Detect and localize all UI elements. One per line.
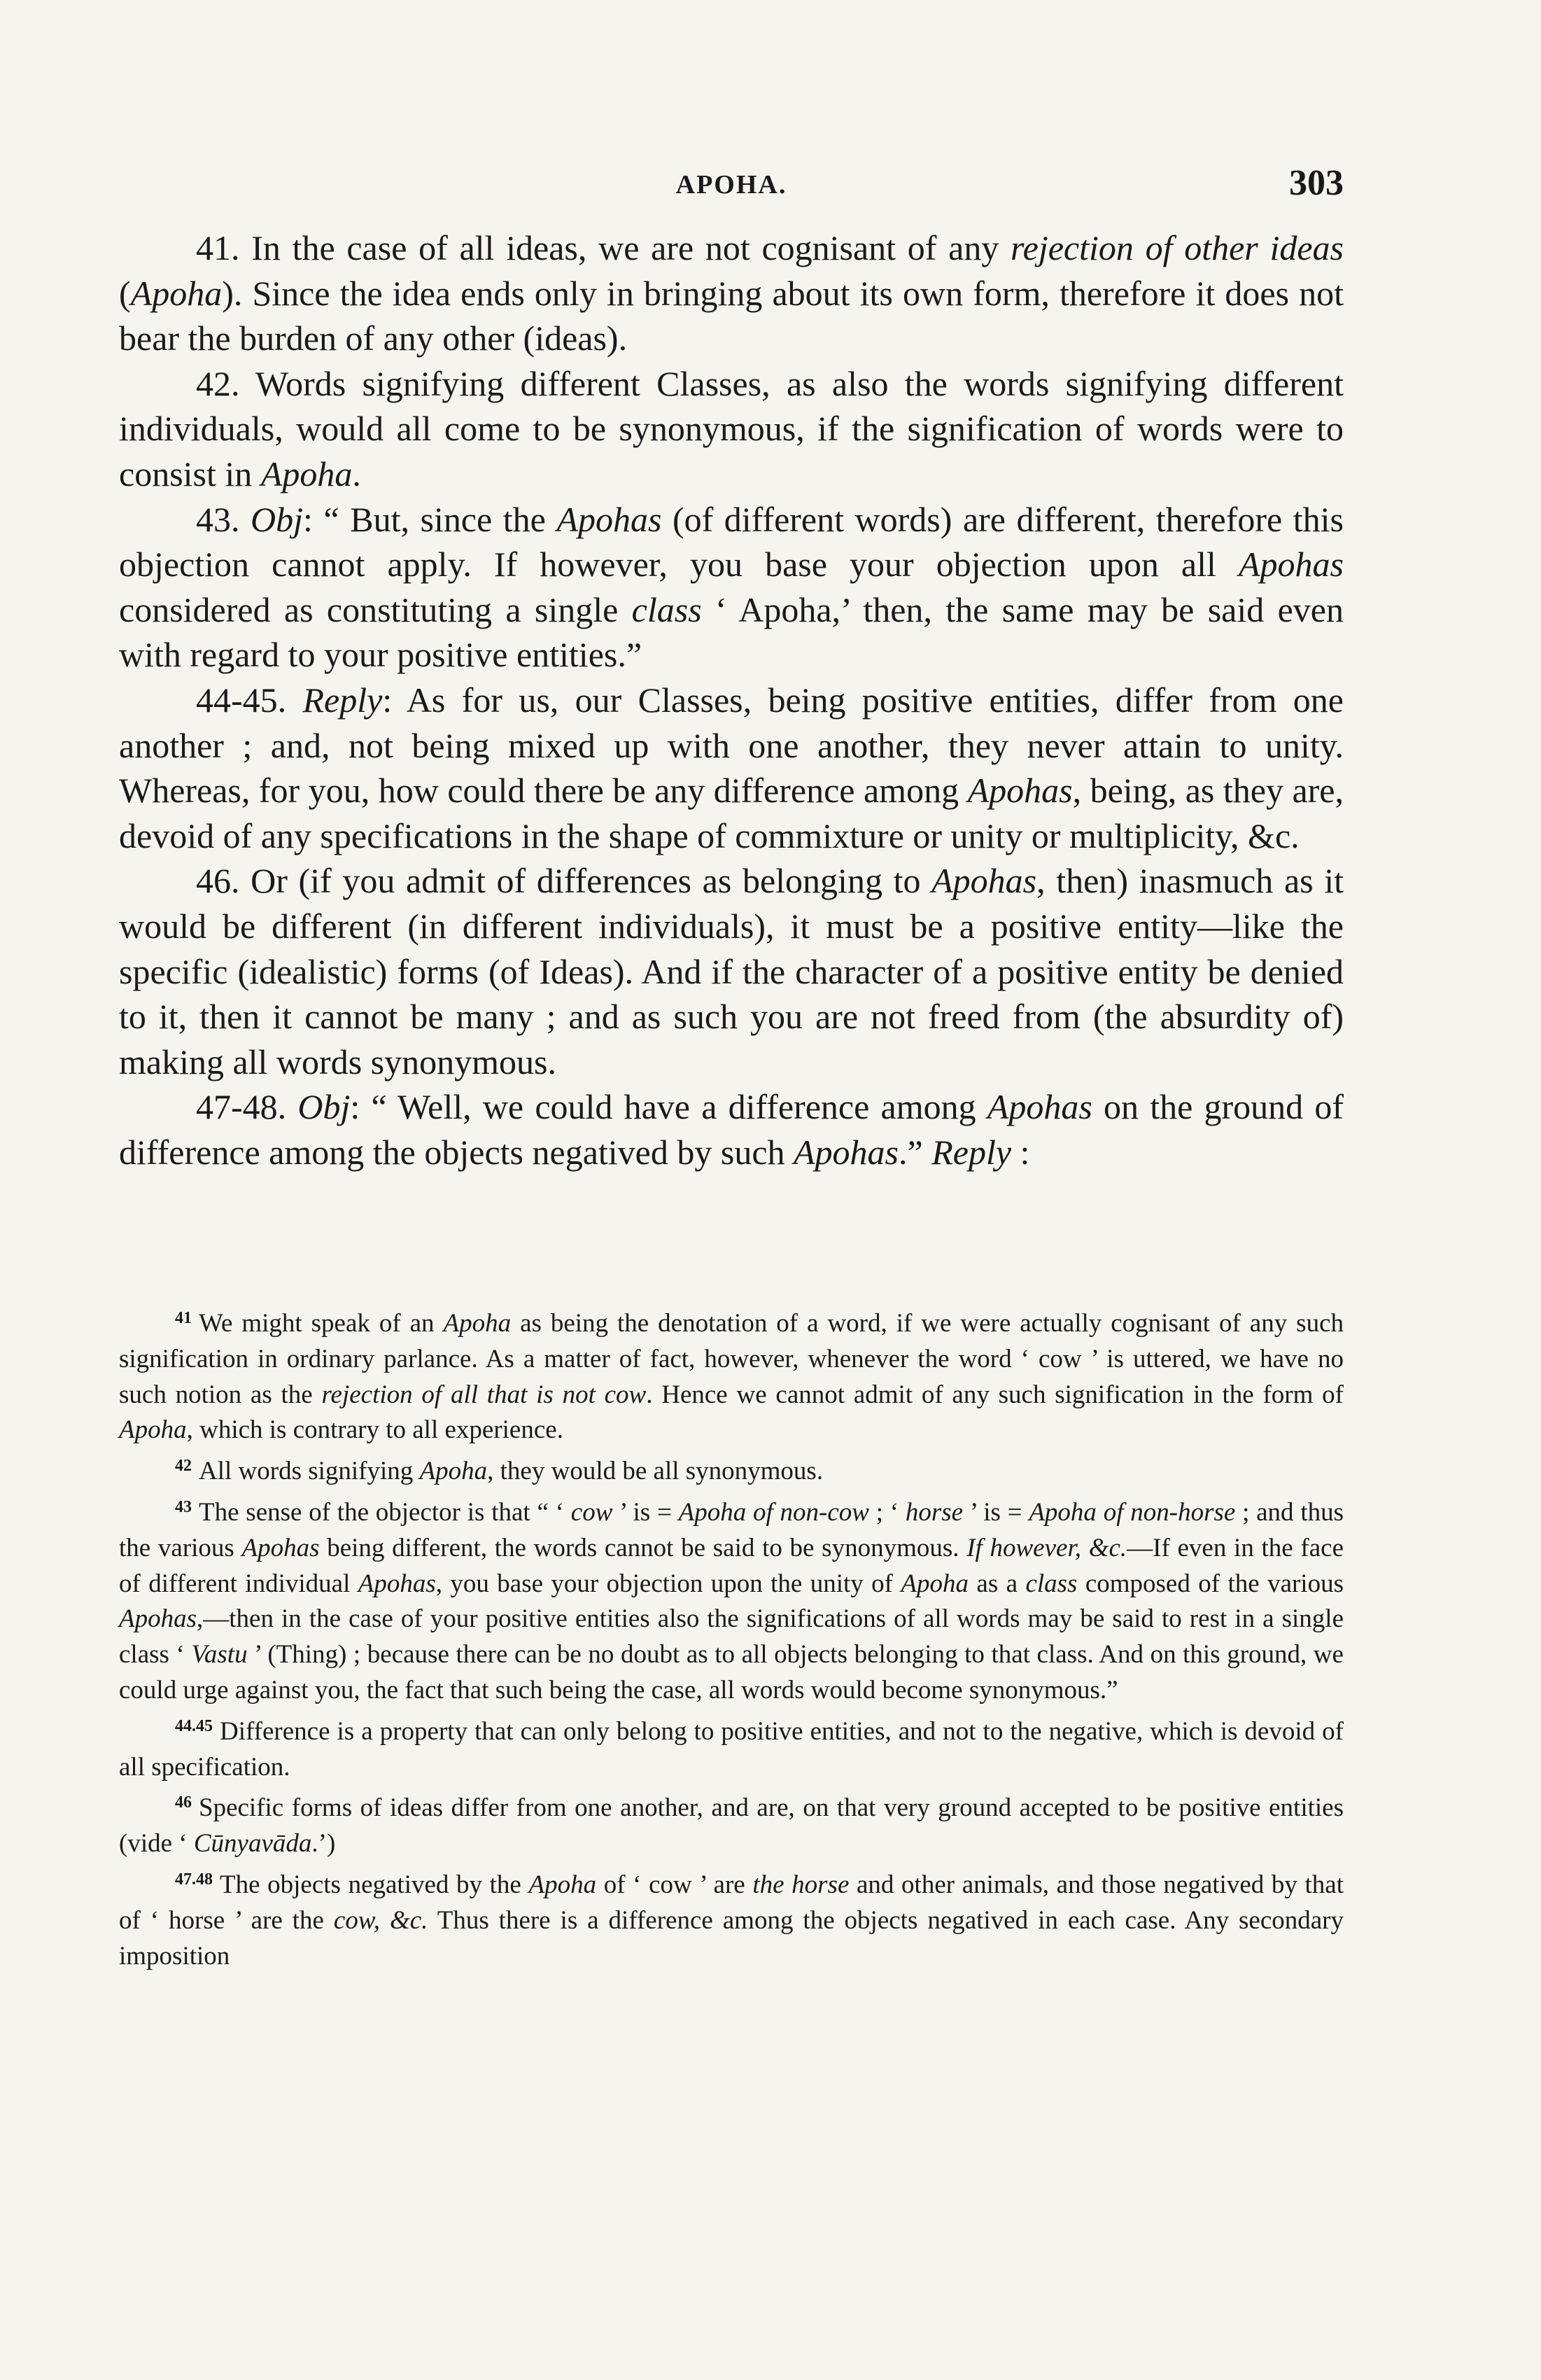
paragraph-number: 42. — [196, 363, 240, 403]
paragraph-number: 44-45. — [196, 680, 287, 720]
running-title: APOHA. — [675, 170, 787, 200]
paragraph-47-48: 47-48. Obj: “ Well, we could have a difference among Apohas on the ground of difference among the objects negatived by such Apohas.” Reply : — [119, 1087, 1344, 1172]
footnote-ref: 41 — [175, 1309, 192, 1327]
footnote-42: $^{42}$ All words signifying Apoha, they would be all synonymous. — [175, 1457, 824, 1486]
footnote-ref: 44.45 — [175, 1716, 213, 1735]
footnote-46: $^{46}$ Specific forms of ideas differ from one another, and are, on that very ground accepted to be positive entities (vide ‘ Cūnyavāda.’) — [119, 1793, 1344, 1858]
paragraph-number: 46. — [196, 861, 240, 901]
footnote-ref: 47.48 — [175, 1870, 213, 1889]
paragraph-42: 42. Words signifying different Classes, as also the words signifying different individuals, would all come to be synonymous, if the signification of words were to consist in Apoha. — [119, 363, 1344, 493]
paragraph-41: 41. In the case of all ideas, we are not cognisant of any rejection of other ideas (Apoha). Since the idea ends only in bringing about its own form, therefore it does not bear the burden of any other (ideas). — [119, 228, 1344, 358]
footnote-ref: 43 — [175, 1497, 192, 1516]
footnote-44-45: $^{44.45}$ Difference is a property that can only belong to positive entities, and not to the negative, which is devoid of all specification. — [119, 1716, 1344, 1782]
footnote-43: $^{43}$ The sense of the objector is that “ ‘ cow ’ is = Apoha of non-cow ; ‘ horse ’ is = Apoha of non-horse ; and thus the various Apohas being different, the words cannot be said to be synonymous. If however, &c.—If even in the face of different individual Apohas, you base your objection upon the unity of Apoha as a class composed of the various Apohas,—then in the case of your positive entities also the significations of all words may be said to rest in a single class ‘ Vastu ’ (Thing) ; because there can be no doubt as to all objects belonging to that class. And on this ground, we could urge against you, the fact that such being the case, all words would become synonymous.” — [119, 1497, 1344, 1704]
paragraph-44-45: 44-45. Reply: As for us, our Classes, being positive entities, differ from one another ; and, not being mixed up with one another, they never attain to unity. Whereas, for you, how could there be any difference among Apohas, being, as they are, devoid of any specifications in the shape of commixture or unity or multiplicity, &c. — [119, 680, 1344, 855]
paragraph-43: 43. Obj: “ But, since the Apohas (of different words) are different, therefore this objection cannot apply. If however, you base your objection upon all Apohas considered as constituting a single class ‘ Apoha,’ then, the same may be said even with regard to your positive entities.” — [119, 499, 1344, 675]
footnotes — [119, 1301, 1344, 1974]
main-text — [119, 225, 1344, 1175]
paragraph-number: 47-48. — [196, 1087, 287, 1127]
paragraph-number: 41. — [196, 228, 240, 267]
page-header — [119, 154, 1344, 203]
footnote-41: $^{41}$ We might speak of an Apoha as being the denotation of a word, if we were actually cognisant of any such signification in ordinary parlance. As a matter of fact, however, whenever the word ‘ cow ’ is uttered, we have no such notion as the rejection of all that is not cow. Hence we cannot admit of any such signification in the form of Apoha, which is contrary to all experience. — [119, 1309, 1344, 1445]
page-number: 303 — [1289, 163, 1344, 203]
paragraph-number: 43. — [196, 499, 240, 539]
footnote-47-48: $^{47.48}$ The objects negatived by the Apoha of ‘ cow ’ are the horse and other animals, and those negatived by that of ‘ horse ’ are the cow, &c. Thus there is a difference among the objects negatived in each case. Any secondary imposition — [119, 1870, 1344, 1970]
paragraph-46: 46. Or (if you admit of differences as belonging to Apohas, then) inasmuch as it would be different (in different individuals), it must be a positive entity—like the specific (idealistic) forms (of Ideas). And if the character of a positive entity be denied to it, then it cannot be many ; and as such you are not freed from (the absurdity of) making all words synonymous. — [119, 861, 1344, 1082]
footnote-ref: 46 — [175, 1793, 192, 1812]
footnote-ref: 42 — [175, 1457, 192, 1476]
